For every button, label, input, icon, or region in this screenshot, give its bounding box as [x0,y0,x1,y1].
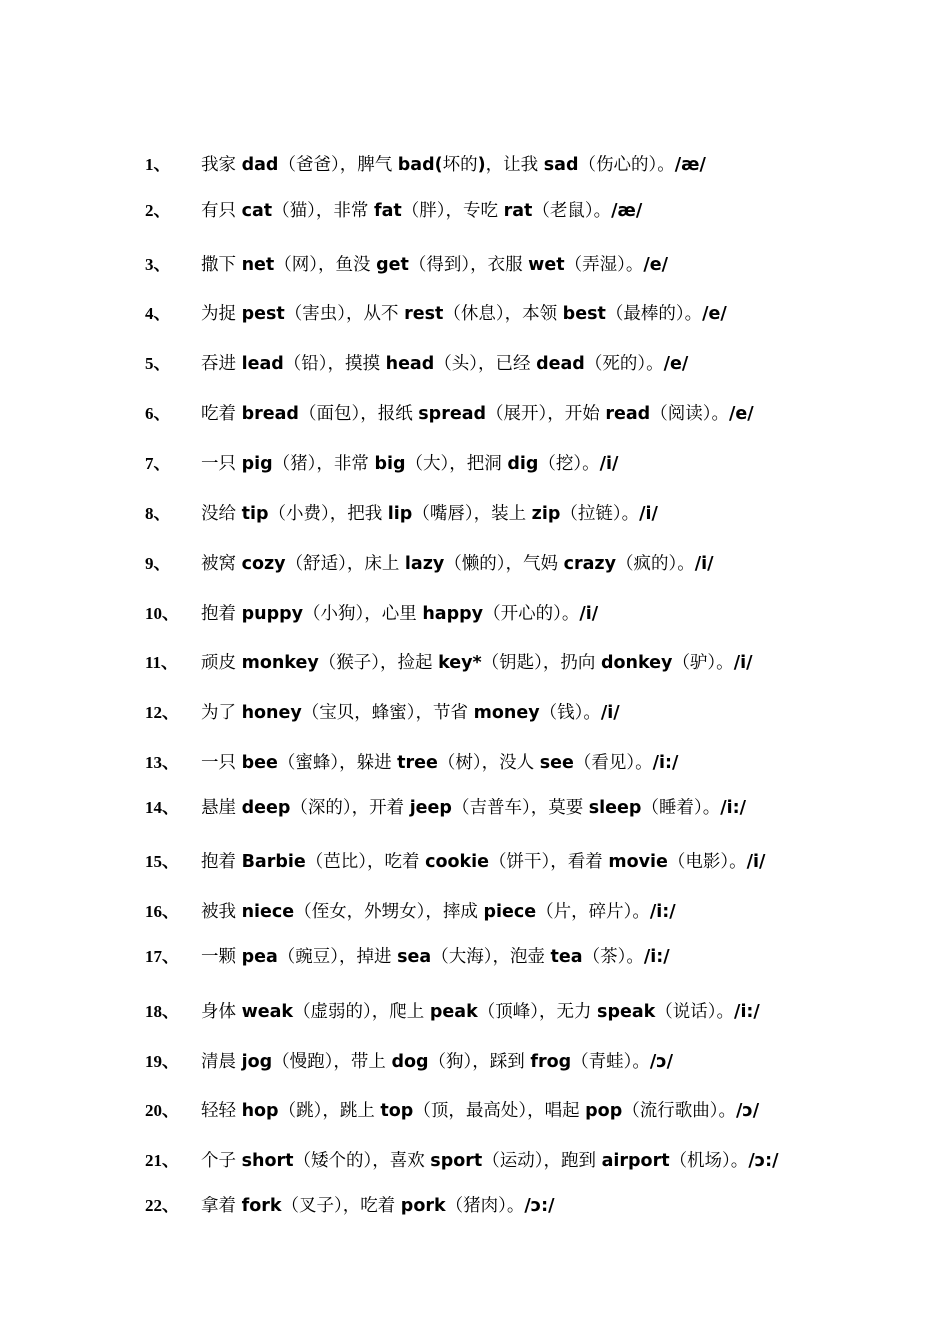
chinese-text: （宝贝，蜂蜜），节省 [301,703,474,723]
line-number: 12、 [145,703,179,722]
chinese-text: 坏的 [442,155,478,175]
chinese-text: （钱）。 [539,703,601,723]
chinese-text: 拿着 [201,1196,242,1216]
chinese-text: （小费），把我 [268,504,388,524]
phonetic-symbol: /ɔ/ [735,1101,760,1121]
chinese-text: （猫），非常 [272,201,374,221]
chinese-text: （小狗），心里 [303,604,423,624]
chinese-text: （胖），专吃 [401,201,504,221]
chinese-text: （舒适），床上 [285,554,405,574]
chinese-text: （面包），报纸 [298,404,419,424]
chinese-text: 一只 [201,454,242,474]
english-word: fat [373,201,402,221]
english-word: pig [241,454,273,474]
rhyme-line [145,249,668,279]
phonetic-symbol: /e/ [643,255,668,275]
chinese-text: （懒的），气妈 [444,554,564,574]
rhyme-line [145,896,676,926]
line-number: 17、 [145,947,179,966]
chinese-text: 为了 [201,703,242,723]
chinese-text: （机场）。 [669,1151,749,1171]
english-word: lip [387,504,413,524]
phonetic-symbol: /æ/ [611,201,643,221]
chinese-text: （钥匙），扔向 [481,653,601,673]
rhyme-line [145,996,760,1026]
english-word: weak [241,1002,294,1022]
english-word: rest [404,304,444,324]
english-word: piece [483,902,537,922]
phonetic-symbol: /i/ [600,703,620,723]
chinese-text: （大海），泡壶 [431,947,551,967]
phonetic-symbol: /i:/ [720,798,746,818]
rhyme-line [145,941,670,971]
chinese-text: （大），把洞 [405,454,508,474]
english-word: sea [397,947,432,967]
chinese-text: （开心的）。 [483,604,580,624]
english-word: wet [528,255,565,275]
line-number: 7、 [145,454,171,473]
phonetic-symbol: /i:/ [643,947,670,967]
chinese-text: 身体 [201,1002,242,1022]
english-word: pea [241,947,278,967]
chinese-text: （伤心的）。 [578,155,675,175]
chinese-text: 清晨 [201,1052,242,1072]
english-word: airport [601,1151,670,1171]
phonetic-symbol: /ɔ:/ [524,1196,555,1216]
line-number: 4、 [145,304,171,323]
english-word: hop [241,1101,279,1121]
english-word: pest [241,304,285,324]
line-number: 5、 [145,354,171,373]
english-word: get [376,255,409,275]
english-word: big [374,454,406,474]
english-word: cat [241,201,273,221]
chinese-text: （顶峰），无力 [477,1002,598,1022]
chinese-text: 抱着 [201,852,242,872]
chinese-text: （慢跑），带上 [272,1052,392,1072]
phonetic-symbol: /ɔ:/ [748,1151,779,1171]
rhyme-line [145,792,746,822]
phonetic-symbol: /i:/ [652,753,679,773]
rhyme-line [145,149,706,179]
rhyme-line [145,697,620,727]
chinese-text: （老鼠）。 [532,201,612,221]
english-word: tea [550,947,583,967]
english-word: bread [241,404,299,424]
english-word: best [562,304,606,324]
chinese-text: （铅），摸摸 [283,354,386,374]
rhyme-line [145,348,688,378]
english-word: pork [400,1196,446,1216]
english-word: niece [241,902,295,922]
chinese-text: （豌豆），掉进 [277,947,398,967]
chinese-text: （挖）。 [538,454,600,474]
chinese-text: （嘴唇），装上 [412,504,532,524]
rhyme-line [145,398,754,428]
english-word: donkey [600,653,673,673]
chinese-text: 为捉 [201,304,242,324]
english-word: honey [241,703,302,723]
english-word: movie [608,852,668,872]
english-word: lazy [404,554,445,574]
rhyme-line [145,1145,778,1175]
english-word: sad [543,155,579,175]
chinese-text: （芭比），吃着 [305,852,426,872]
line-number: 2、 [145,201,171,220]
rhyme-line [145,548,714,578]
chinese-text: （茶）。 [582,947,644,967]
line-number: 18、 [145,1002,179,1021]
line-number: 20、 [145,1101,179,1120]
english-word: jog [241,1052,273,1072]
phonetic-symbol: /ɔ/ [649,1052,674,1072]
chinese-text: （吉普车），莫要 [451,798,589,818]
line-number: 21、 [145,1151,179,1170]
english-word: happy [422,604,484,624]
english-word: speak [597,1002,656,1022]
rhyme-line [145,1046,673,1076]
english-word: pop [585,1101,623,1121]
phonetic-symbol: /æ/ [674,155,706,175]
chinese-text: 抱着 [201,604,242,624]
phonetic-symbol: /i/ [694,554,714,574]
chinese-text: （疯的）。 [616,554,695,574]
english-word: cozy [241,554,286,574]
chinese-text: （猪），非常 [272,454,375,474]
line-number: 19、 [145,1052,179,1071]
phonetic-symbol: /i/ [599,454,619,474]
phonetic-symbol: /i:/ [734,1002,760,1022]
phonetic-symbol: /e/ [702,304,727,324]
english-word: dad [241,155,279,175]
english-word: top [380,1101,414,1121]
phonetic-symbol: /i/ [579,604,599,624]
line-number: 9、 [145,554,171,573]
english-word: dog [391,1052,429,1072]
english-word: bee [241,753,278,773]
chinese-text: （深的），开着 [290,798,410,818]
english-word: key* [438,653,482,673]
chinese-text: （休息），本领 [443,304,563,324]
chinese-text: 轻轻 [201,1101,242,1121]
english-word: puppy [241,604,304,624]
english-word: zip [531,504,561,524]
english-word: sleep [588,798,642,818]
chinese-text: 吃着 [201,404,242,424]
english-word: head [385,354,435,374]
chinese-text: 有只 [201,201,242,221]
rhyme-line [145,1190,555,1220]
chinese-text: 吞进 [201,354,242,374]
chinese-text: 被窝 [201,554,242,574]
chinese-text: 一只 [201,753,242,773]
chinese-text: （拉链）。 [560,504,640,524]
chinese-text: （流行歌曲）。 [622,1101,736,1121]
rhyme-line [145,195,642,225]
chinese-text: 一颗 [201,947,242,967]
english-word: tip [241,504,269,524]
english-word: read [605,404,651,424]
phonetic-symbol: /i/ [733,653,753,673]
chinese-text: （跳），跳上 [278,1101,381,1121]
chinese-text: 个子 [201,1151,242,1171]
chinese-text: （电影）。 [667,852,747,872]
rhyme-line [145,298,727,328]
english-word: dead [536,354,585,374]
chinese-text: （猪肉）。 [445,1196,525,1216]
english-word: see [539,753,574,773]
phonetic-symbol: /e/ [728,404,754,424]
rhyme-line [145,846,765,876]
english-word: peak [429,1002,478,1022]
chinese-text: （得到），衣服 [408,255,529,275]
line-number: 10、 [145,604,179,623]
chinese-text: （侄女，外甥女），摔成 [294,902,484,922]
line-number: 22、 [145,1196,179,1215]
chinese-text: （饼干），看着 [489,852,609,872]
english-word: deep [241,798,291,818]
chinese-text: （阅读）。 [650,404,729,424]
english-word: sport [430,1151,483,1171]
chinese-text: （顶，最高处），唱起 [413,1101,586,1121]
line-number: 15、 [145,852,179,871]
english-word: fork [241,1196,282,1216]
chinese-text: 我家 [201,155,242,175]
chinese-text: 没给 [201,504,242,524]
english-word: bad( [397,155,443,175]
line-number: 16、 [145,902,179,921]
english-word: jeep [409,798,452,818]
line-number: 6、 [145,404,171,423]
chinese-text: （看见）。 [573,753,653,773]
phonetic-symbol: /i:/ [649,902,676,922]
english-word: dig [507,454,539,474]
rhyme-line [145,598,598,628]
english-word: net [241,255,275,275]
line-number: 11、 [145,653,179,672]
phonetic-symbol: /e/ [663,354,689,374]
line-number: 3、 [145,255,171,274]
english-word: cookie [425,852,490,872]
chinese-text: （虚弱的），爬上 [293,1002,430,1022]
chinese-text: （爸爸），脾气 [278,155,398,175]
chinese-text: （矮个的），喜欢 [293,1151,431,1171]
rhyme-line [145,747,678,777]
line-number: 14、 [145,798,179,817]
rhyme-line [145,448,618,478]
chinese-text: （蜜蜂），躲进 [277,753,398,773]
line-number: 8、 [145,504,171,523]
english-word: Barbie [241,852,306,872]
chinese-text: （害虫），从不 [284,304,405,324]
line-number: 1、 [145,155,171,174]
rhyme-line [145,647,752,677]
english-word: monkey [241,653,319,673]
chinese-text: （展开），开始 [486,404,606,424]
chinese-text: （死的）。 [584,354,664,374]
english-word: rat [503,201,533,221]
chinese-text: 顽皮 [201,653,242,673]
english-word: spread [418,404,487,424]
chinese-text: （猴子），捡起 [318,653,439,673]
chinese-text: （驴）。 [672,653,734,673]
line-number: 13、 [145,753,179,772]
chinese-text: （最棒的）。 [605,304,703,324]
chinese-text: （说话）。 [655,1002,735,1022]
english-word: ) [477,155,486,175]
english-word: tree [397,753,438,773]
chinese-text: （睡着）。 [641,798,721,818]
phonetic-symbol: /i/ [746,852,766,872]
rhyme-line [145,1095,759,1125]
chinese-text: （头），已经 [434,354,537,374]
english-word: frog [530,1052,572,1072]
chinese-text: 被我 [201,902,242,922]
english-word: lead [241,354,284,374]
english-word: crazy [563,554,617,574]
chinese-text: （运动），跑到 [482,1151,602,1171]
chinese-text: （弄湿）。 [564,255,644,275]
chinese-text: （青蛙）。 [571,1052,650,1072]
chinese-text: （片，碎片）。 [536,902,650,922]
chinese-text: （叉子），吃着 [281,1196,401,1216]
chinese-text: （网），鱼没 [274,255,377,275]
chinese-text: ，让我 [485,155,544,175]
chinese-text: （狗），踩到 [428,1052,531,1072]
rhyme-line [145,498,658,528]
chinese-text: （树），没人 [437,753,540,773]
chinese-text: 悬崖 [201,798,242,818]
english-word: money [473,703,540,723]
chinese-text: 撒下 [201,255,242,275]
phonetic-symbol: /i/ [639,504,658,524]
english-word: short [241,1151,294,1171]
